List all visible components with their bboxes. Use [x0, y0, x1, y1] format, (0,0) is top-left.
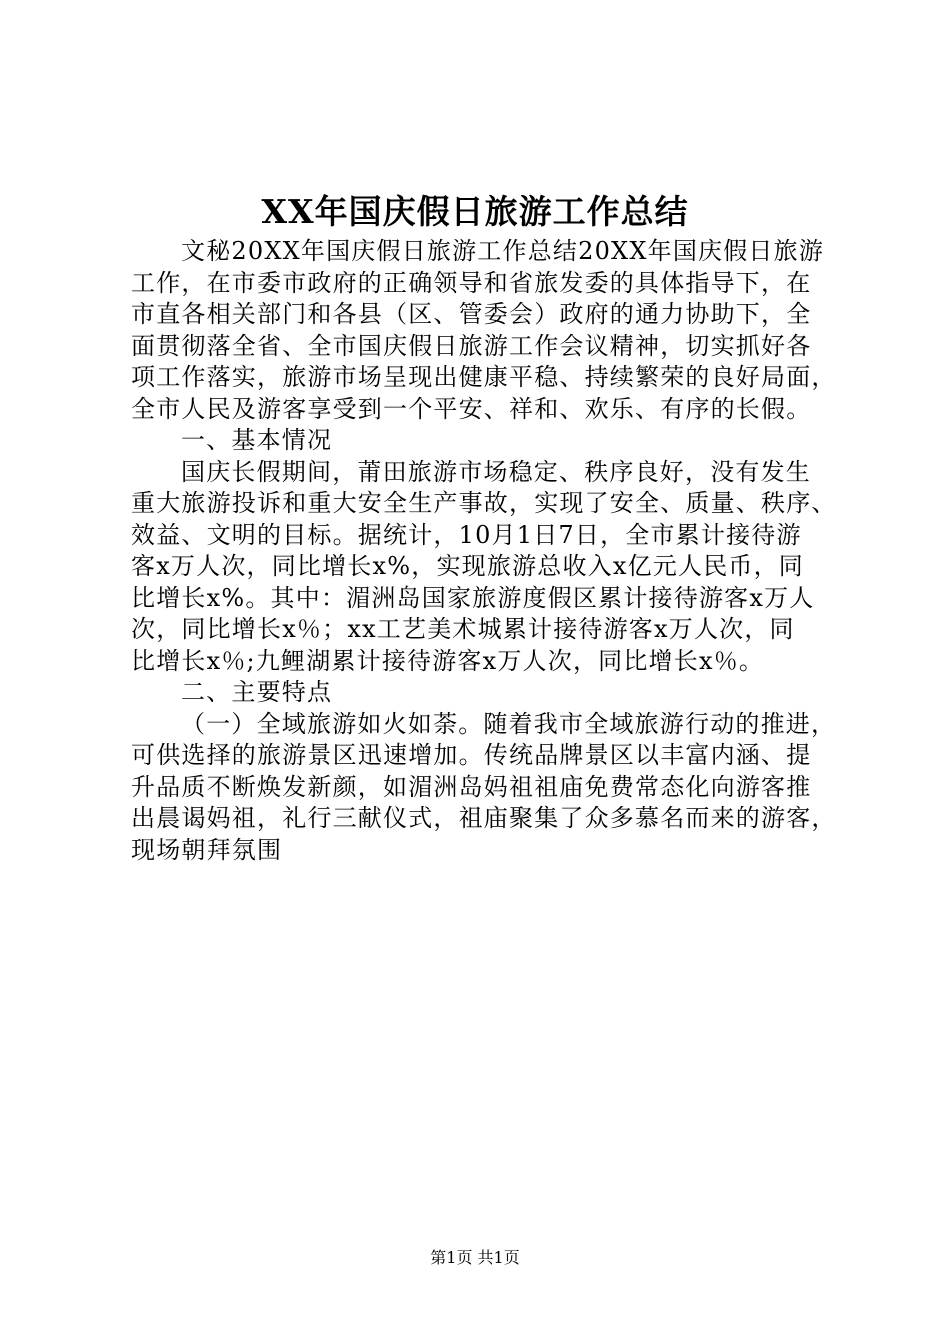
paragraph-line: 升品质不断焕发新颜，如湄洲岛妈祖祖庙免费常态化向游客推	[131, 772, 812, 801]
paragraph-line: 工作，在市委市政府的正确领导和省旅发委的具体指导下，在	[131, 268, 812, 297]
paragraph-line: 全市人民及游客享受到一个平安、祥和、欢乐、有序的长假。	[131, 394, 812, 423]
paragraph-line: 比增长x％;九鲤湖累计接待游客x万人次，同比增长x％。	[131, 646, 765, 675]
paragraph-line: 效益、文明的目标。据统计，10月1日7日，全市累计接待游	[131, 520, 802, 549]
paragraph-line: （一）全域旅游如火如荼。随着我市全域旅游行动的推进，	[181, 709, 837, 738]
paragraph-line: 现场朝拜氛围	[131, 835, 283, 864]
paragraph-line: 项工作落实，旅游市场呈现出健康平稳、持续繁荣的良好局面，	[131, 363, 837, 391]
paragraph-line: 重大旅游投诉和重大安全生产事故，实现了安全、质量、秩序、	[131, 489, 837, 517]
paragraph-line: 文秘20XX年国庆假日旅游工作总结20XX年国庆假日旅游	[181, 237, 825, 265]
paragraph-line: 国庆长假期间，莆田旅游市场稳定、秩序良好，没有发生	[181, 457, 811, 486]
paragraph-line: 市直各相关部门和各县（区、管委会）政府的通力协助下，全	[131, 300, 812, 328]
paragraph-line: 比增长x%。其中：湄洲岛国家旅游度假区累计接待游客x万人	[131, 583, 815, 612]
section-heading: 二、主要特点	[181, 678, 333, 706]
paragraph-line: 面贯彻落全省、全市国庆假日旅游工作会议精神，切实抓好各	[131, 331, 812, 360]
page-number-footer: 第1页 共1页	[430, 1248, 520, 1267]
paragraph-line: 次，同比增长x％；xx工艺美术城累计接待游客x万人次，同	[131, 615, 795, 643]
document-title: XX年国庆假日旅游工作总结	[261, 192, 689, 231]
paragraph-line: 可供选择的旅游景区迅速增加。传统品牌景区以丰富内涵、提	[131, 741, 812, 769]
document-body	[131, 236, 836, 866]
section-heading: 一、基本情况	[181, 426, 333, 454]
paragraph-line: 出晨谒妈祖，礼行三献仪式，祖庙聚集了众多慕名而来的游客，	[131, 804, 837, 832]
paragraph-line: 客x万人次，同比增长x%，实现旅游总收入x亿元人民币，同	[131, 552, 805, 580]
